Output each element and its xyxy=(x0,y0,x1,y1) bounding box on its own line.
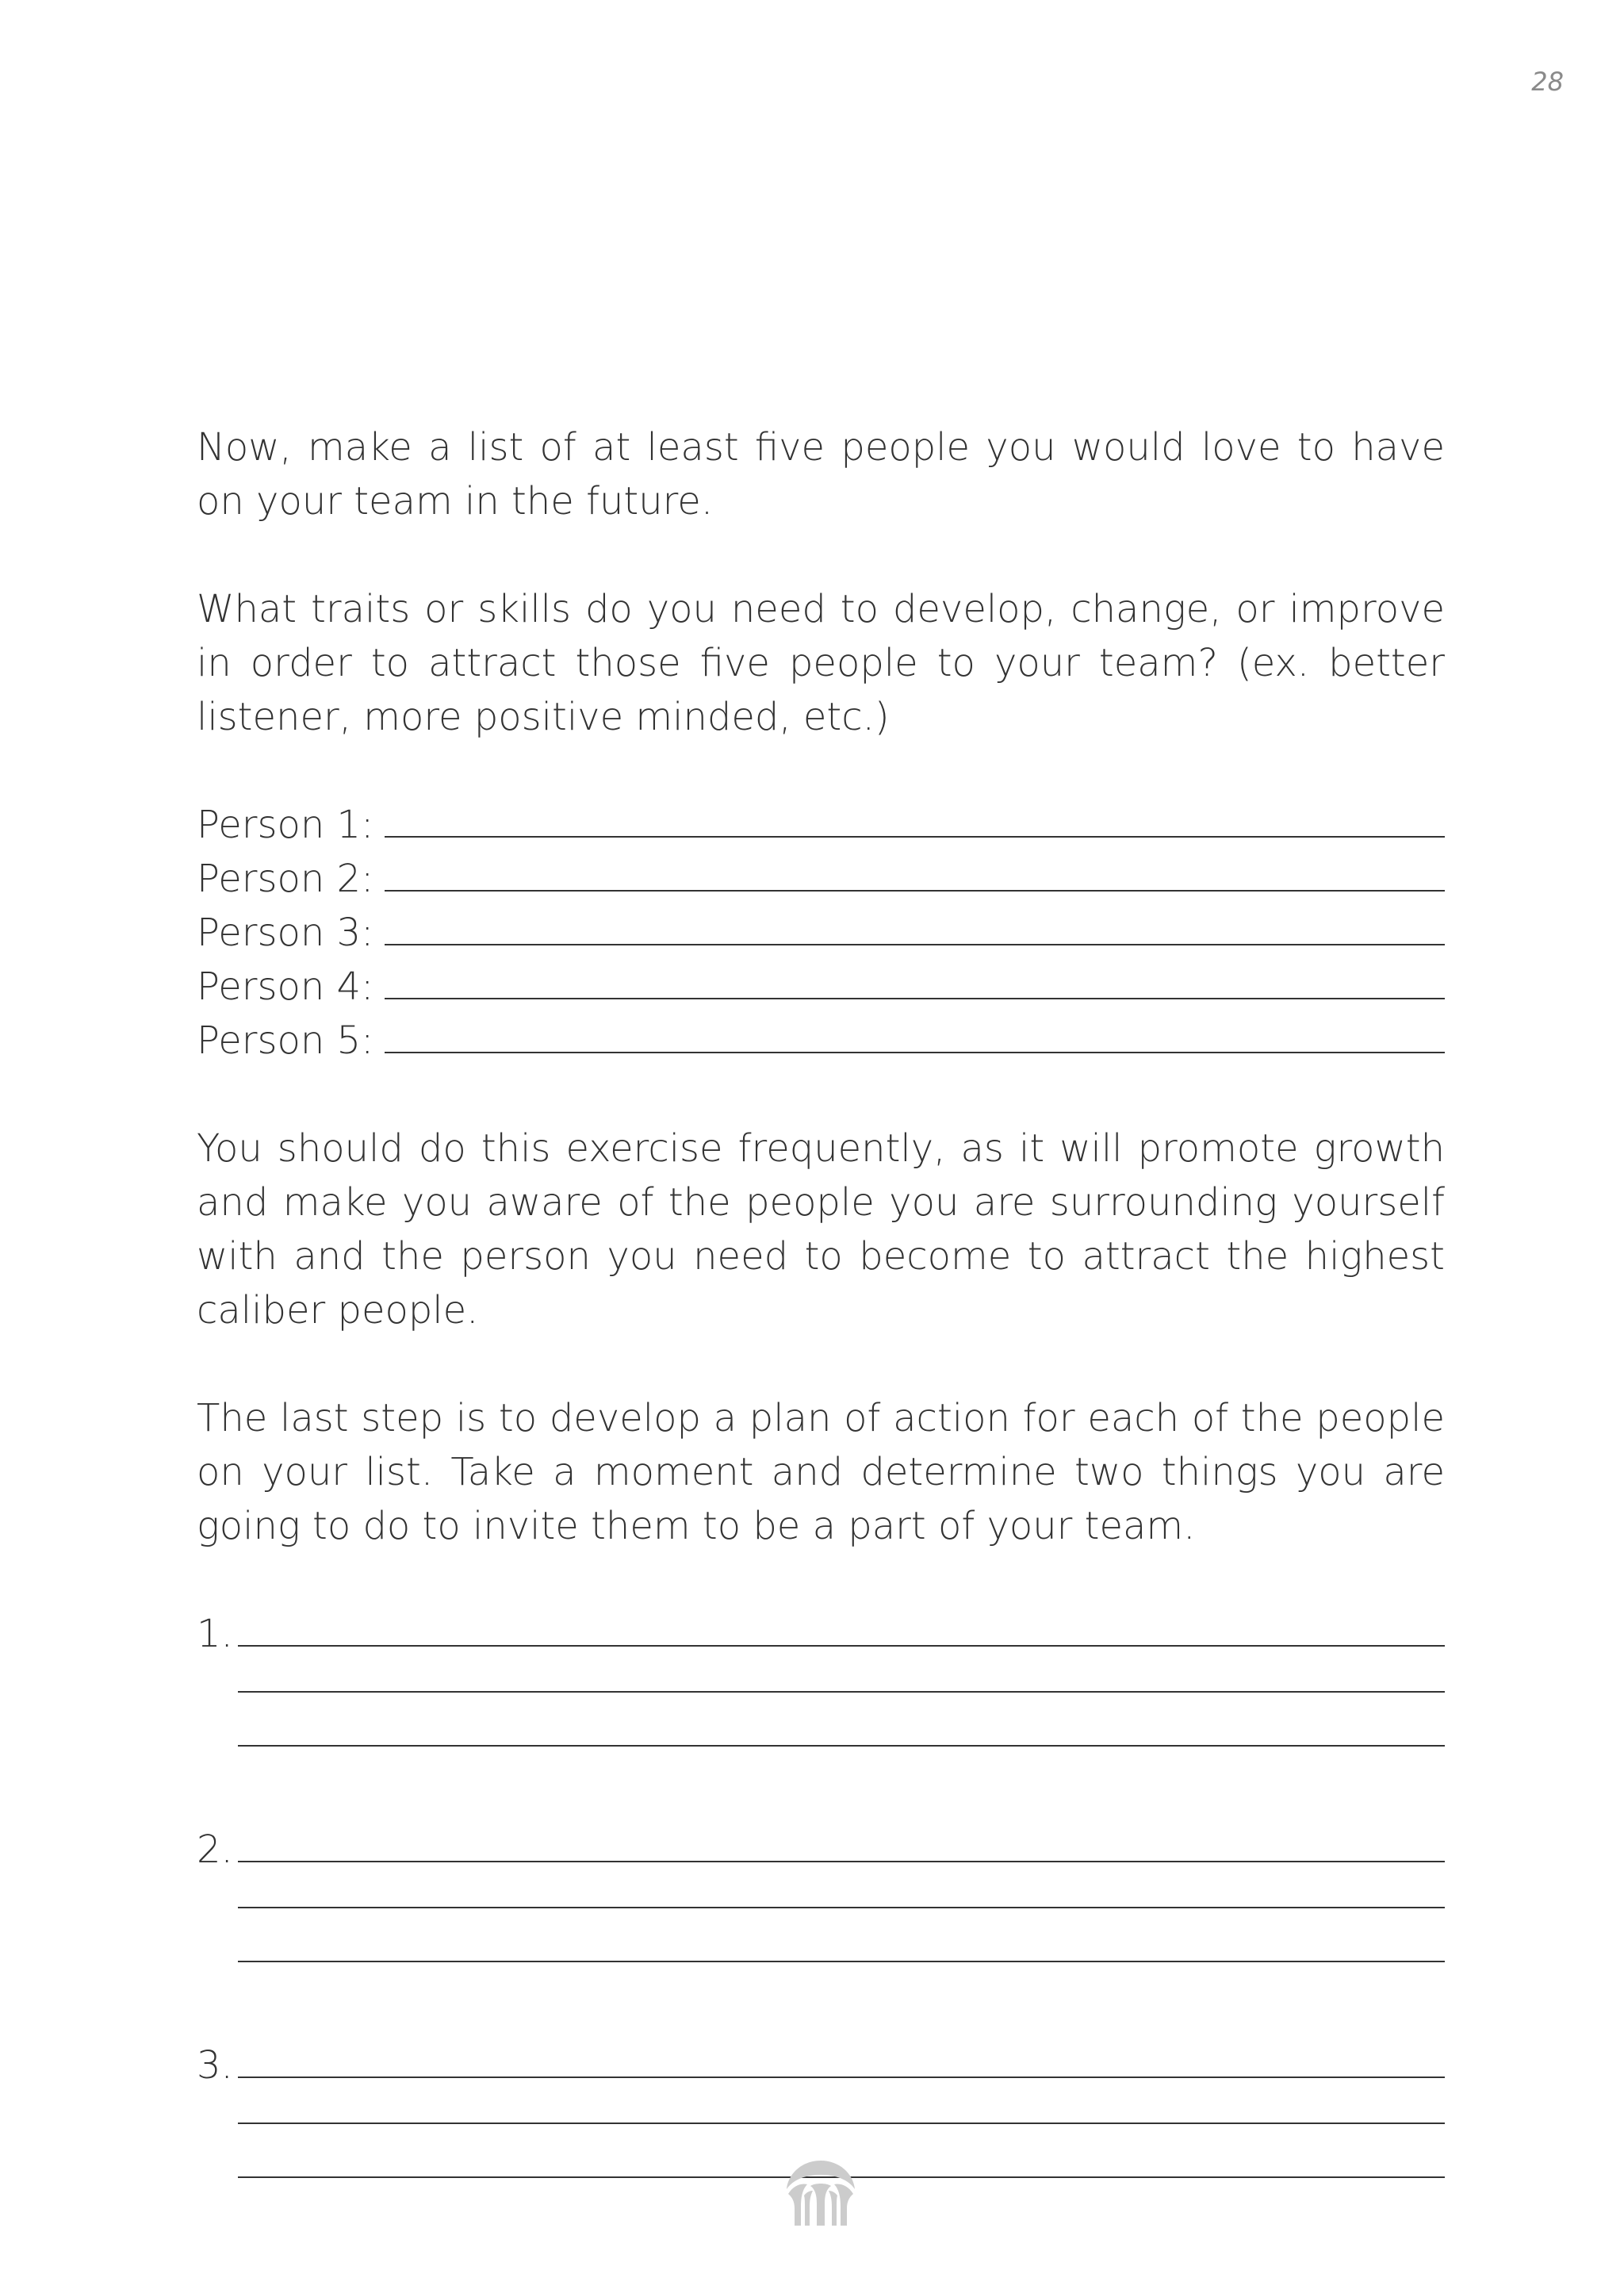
person-label: Person 4: xyxy=(197,964,374,1009)
person-list xyxy=(197,798,1445,1068)
person-2-answer-line[interactable] xyxy=(385,860,1445,892)
action-1-line-3[interactable] xyxy=(238,1745,1445,1747)
action-item xyxy=(197,1823,1445,1984)
person-label: Person 1: xyxy=(197,803,374,847)
person-1-answer-line[interactable] xyxy=(385,806,1445,838)
person-label: Person 2: xyxy=(197,857,374,901)
action-1-line-2[interactable] xyxy=(238,1691,1445,1693)
action-number: 3. xyxy=(197,2043,233,2088)
person-row xyxy=(197,960,1445,1014)
person-4-answer-line[interactable] xyxy=(385,968,1445,999)
action-number: 2. xyxy=(197,1827,233,1872)
action-plan-list xyxy=(197,1607,1445,2200)
action-3-line-2[interactable] xyxy=(238,2123,1445,2124)
person-label: Person 5: xyxy=(197,1018,374,1063)
last-step-paragraph: The last step is to develop a plan of action for each of the people on your list. Take a moment and determine two things you are going to do to invite them to be a part of your team. xyxy=(197,1396,1445,1548)
action-2-line-1[interactable] xyxy=(238,1831,1445,1862)
person-row xyxy=(197,798,1445,852)
action-item xyxy=(197,1607,1445,1769)
action-2-line-3[interactable] xyxy=(238,1961,1445,1962)
action-2-line-2[interactable] xyxy=(238,1907,1445,1908)
frequency-paragraph: You should do this exercise frequently, as it will promote growth and make you aware of the people you are surrounding yourself with and the person you need to become to attract the highest caliber people. xyxy=(197,1126,1445,1333)
person-row xyxy=(197,906,1445,960)
intro-paragraph: Now, make a list of at least five people you would love to have on your team in the future. xyxy=(197,425,1445,523)
traits-paragraph: What traits or skills do you need to develop, change, or improve in order to attract those five people to your team? (ex. better listener, more positive minded, etc.) xyxy=(197,587,1445,739)
person-3-answer-line[interactable] xyxy=(385,914,1445,945)
fountain-logo-icon xyxy=(785,2159,856,2229)
person-label: Person 3: xyxy=(197,911,374,955)
person-row xyxy=(197,1014,1445,1068)
worksheet-content xyxy=(197,420,1445,2200)
action-1-line-1[interactable] xyxy=(238,1615,1445,1647)
person-row xyxy=(197,852,1445,906)
action-number: 1. xyxy=(197,1612,233,1656)
action-3-line-1[interactable] xyxy=(238,2046,1445,2078)
page-number: 28 xyxy=(1531,67,1564,97)
person-5-answer-line[interactable] xyxy=(385,1022,1445,1053)
